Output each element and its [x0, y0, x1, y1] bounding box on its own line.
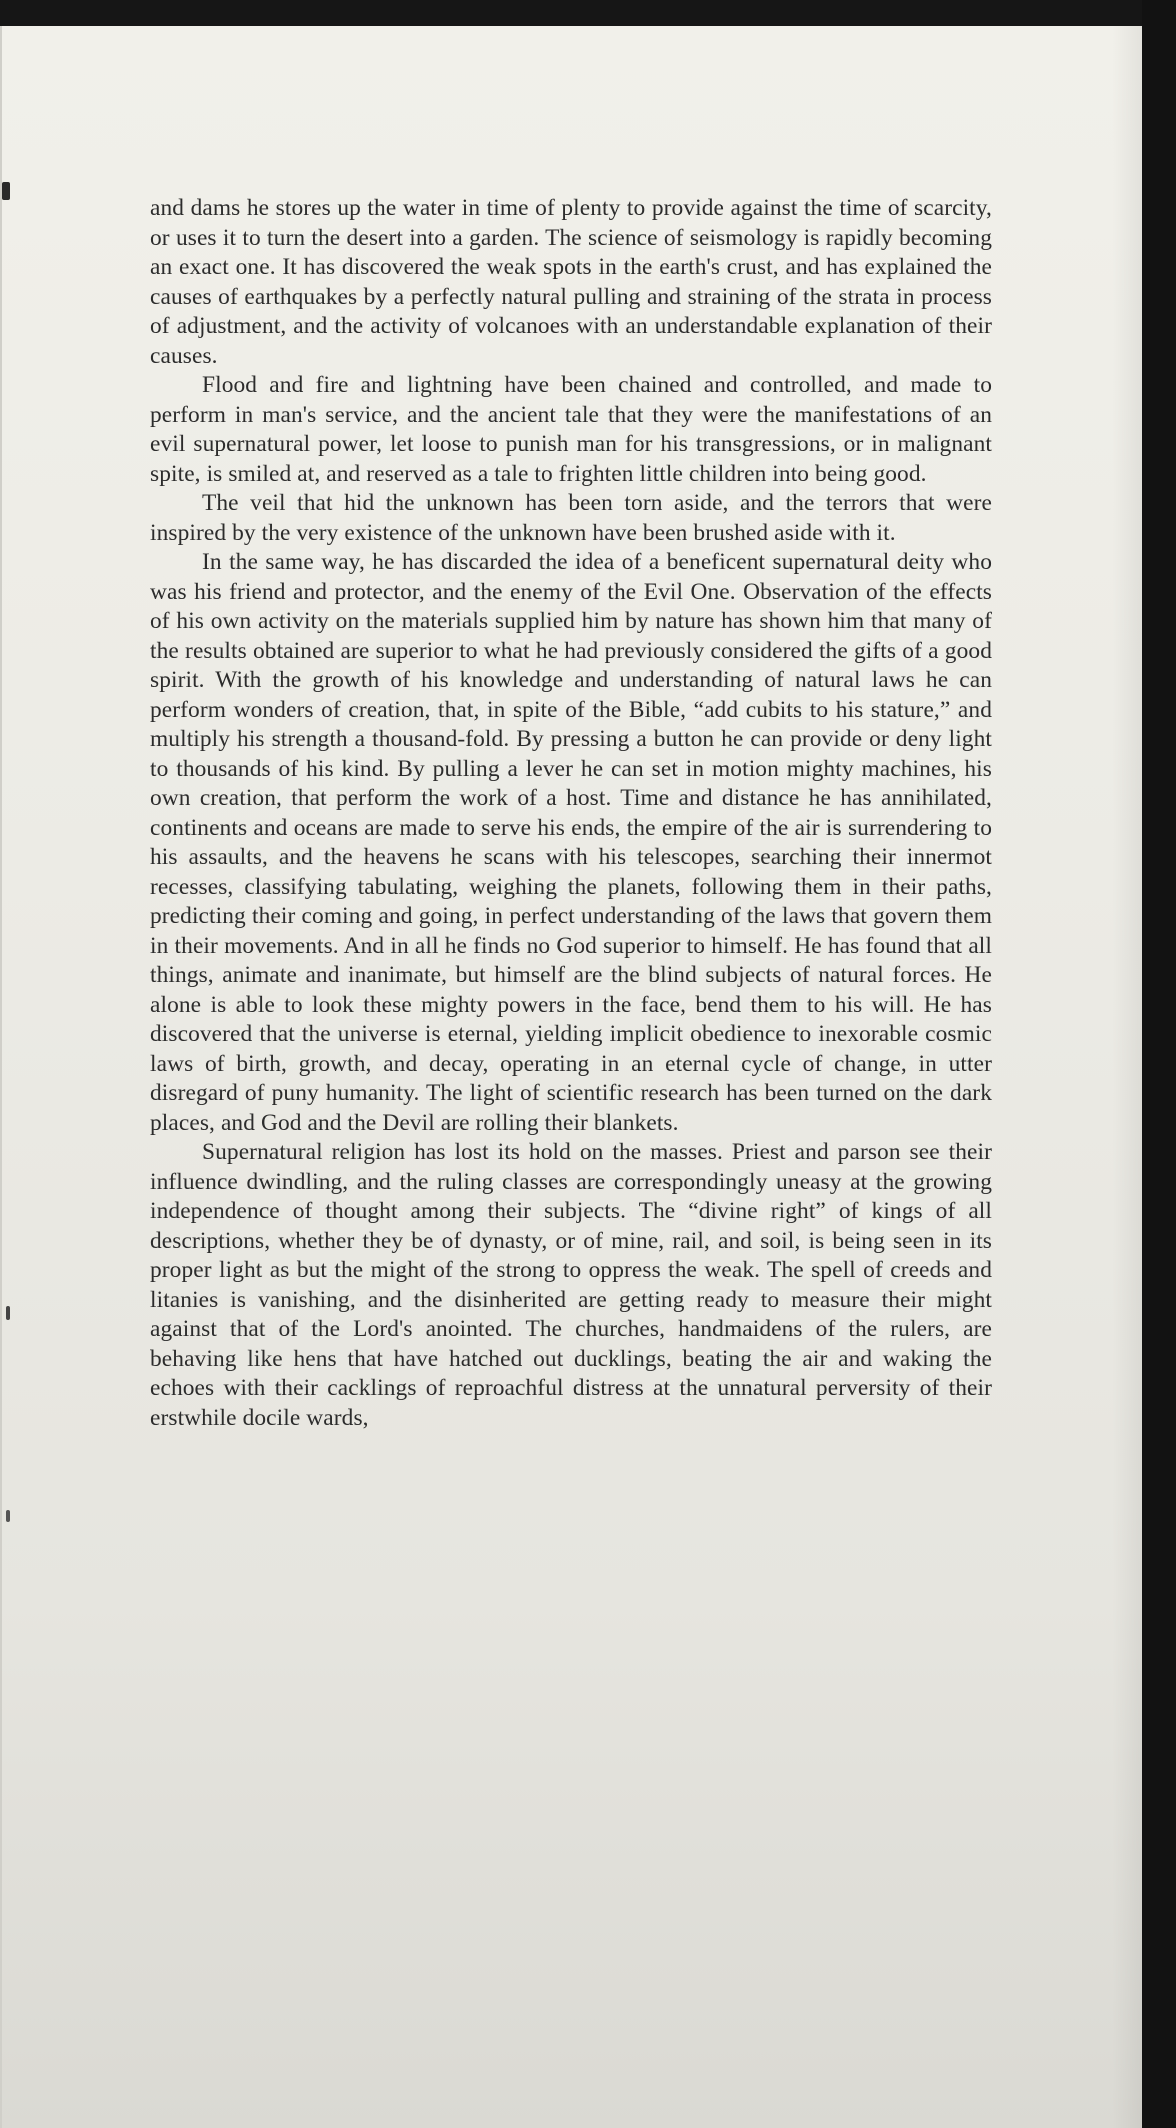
- margin-mark: [6, 1306, 10, 1320]
- margin-mark: [6, 1510, 10, 1522]
- scanned-page: [0, 26, 1142, 2128]
- paragraph: Flood and fire and lightning have been chained and controlled, and made to perform in man's service, and the ancient tale that they were the manifestations of an evil supernatural power, let loose to punish man for his transgressions, or in malignant spite, is smiled at, and reserved as a tale to frighten little children into being good.: [150, 372, 992, 487]
- scan-right-border: [1142, 0, 1176, 2128]
- paragraph: Supernatural religion has lost its hold on the masses. Priest and parson see their influence dwindling, and the ruling classes are correspondingly uneasy at the growing independence of thought among their subjects. The “divine right” of kings of all descriptions, whether they be of dynasty, or of mine, rail, and soil, is being seen in its proper light as but the might of the strong to oppress the weak. The spell of creeds and litanies is vanishing, and the disinherited are getting ready to measure their might against that of the Lord's anointed. The churches, handmaidens of the rulers, are behaving like hens that have hatched out ducklings, beating the air and waking the echoes with their cacklings of reproachful distress at the unnatural perversity of their erstwhile docile wards,: [150, 1139, 992, 1431]
- paragraph: In the same way, he has discarded the idea of a beneficent supernatural deity who was his friend and protector, and the enemy of the Evil One. Observation of the effects of his own activity on the materials supplied him by nature has shown him that many of the results obtained are superior to what he had previously considered the gifts of a good spirit. With the growth of his knowledge and understanding of natural laws he can perform wonders of creation, that, in spite of the Bible, “add cubits to his stature,” and multiply his strength a thousand-fold. By pressing a button he can provide or deny light to thousands of his kind. By pulling a lever he can set in motion mighty machines, his own creation, that perform the work of a host. Time and distance he has annihilated, continents and oceans are made to serve his ends, the empire of the air is surrendering to his assaults, and the heavens he scans with his telescopes, searching their innermot recesses, classifying tabulating, weighing the planets, following them in their paths, predicting their coming and going, in perfect understanding of the laws that govern them in their movements. And in all he finds no God superior to himself. He has found that all things, animate and inanimate, but himself are the blind subjects of natural forces. He alone is able to look these mighty powers in the face, bend them to his will. He has discovered that the universe is eternal, yielding implicit obedience to inexorable cosmic laws of birth, growth, and decay, operating in an eternal cycle of change, in utter disregard of puny humanity. The light of scientific research has been turned on the dark places, and God and the Devil are rolling their blankets.: [150, 549, 992, 1136]
- paragraph: The veil that hid the unknown has been torn aside, and the terrors that were inspired by the very existence of the unknown have been brushed aside with it.: [150, 490, 992, 546]
- body-text: [150, 194, 992, 1433]
- margin-mark: [2, 182, 10, 200]
- page-shadow: [1112, 26, 1142, 2128]
- paragraph: and dams he stores up the water in time of plenty to provide against the time of scarcity, or uses it to turn the desert into a garden. The science of seismology is rapidly becoming an exact one. It has discovered the weak spots in the earth's crust, and has explained the causes of earthquakes by a perfectly natural pulling and straining of the strata in process of adjustment, and the activity of volcanoes with an understandable explanation of their causes.: [150, 195, 992, 369]
